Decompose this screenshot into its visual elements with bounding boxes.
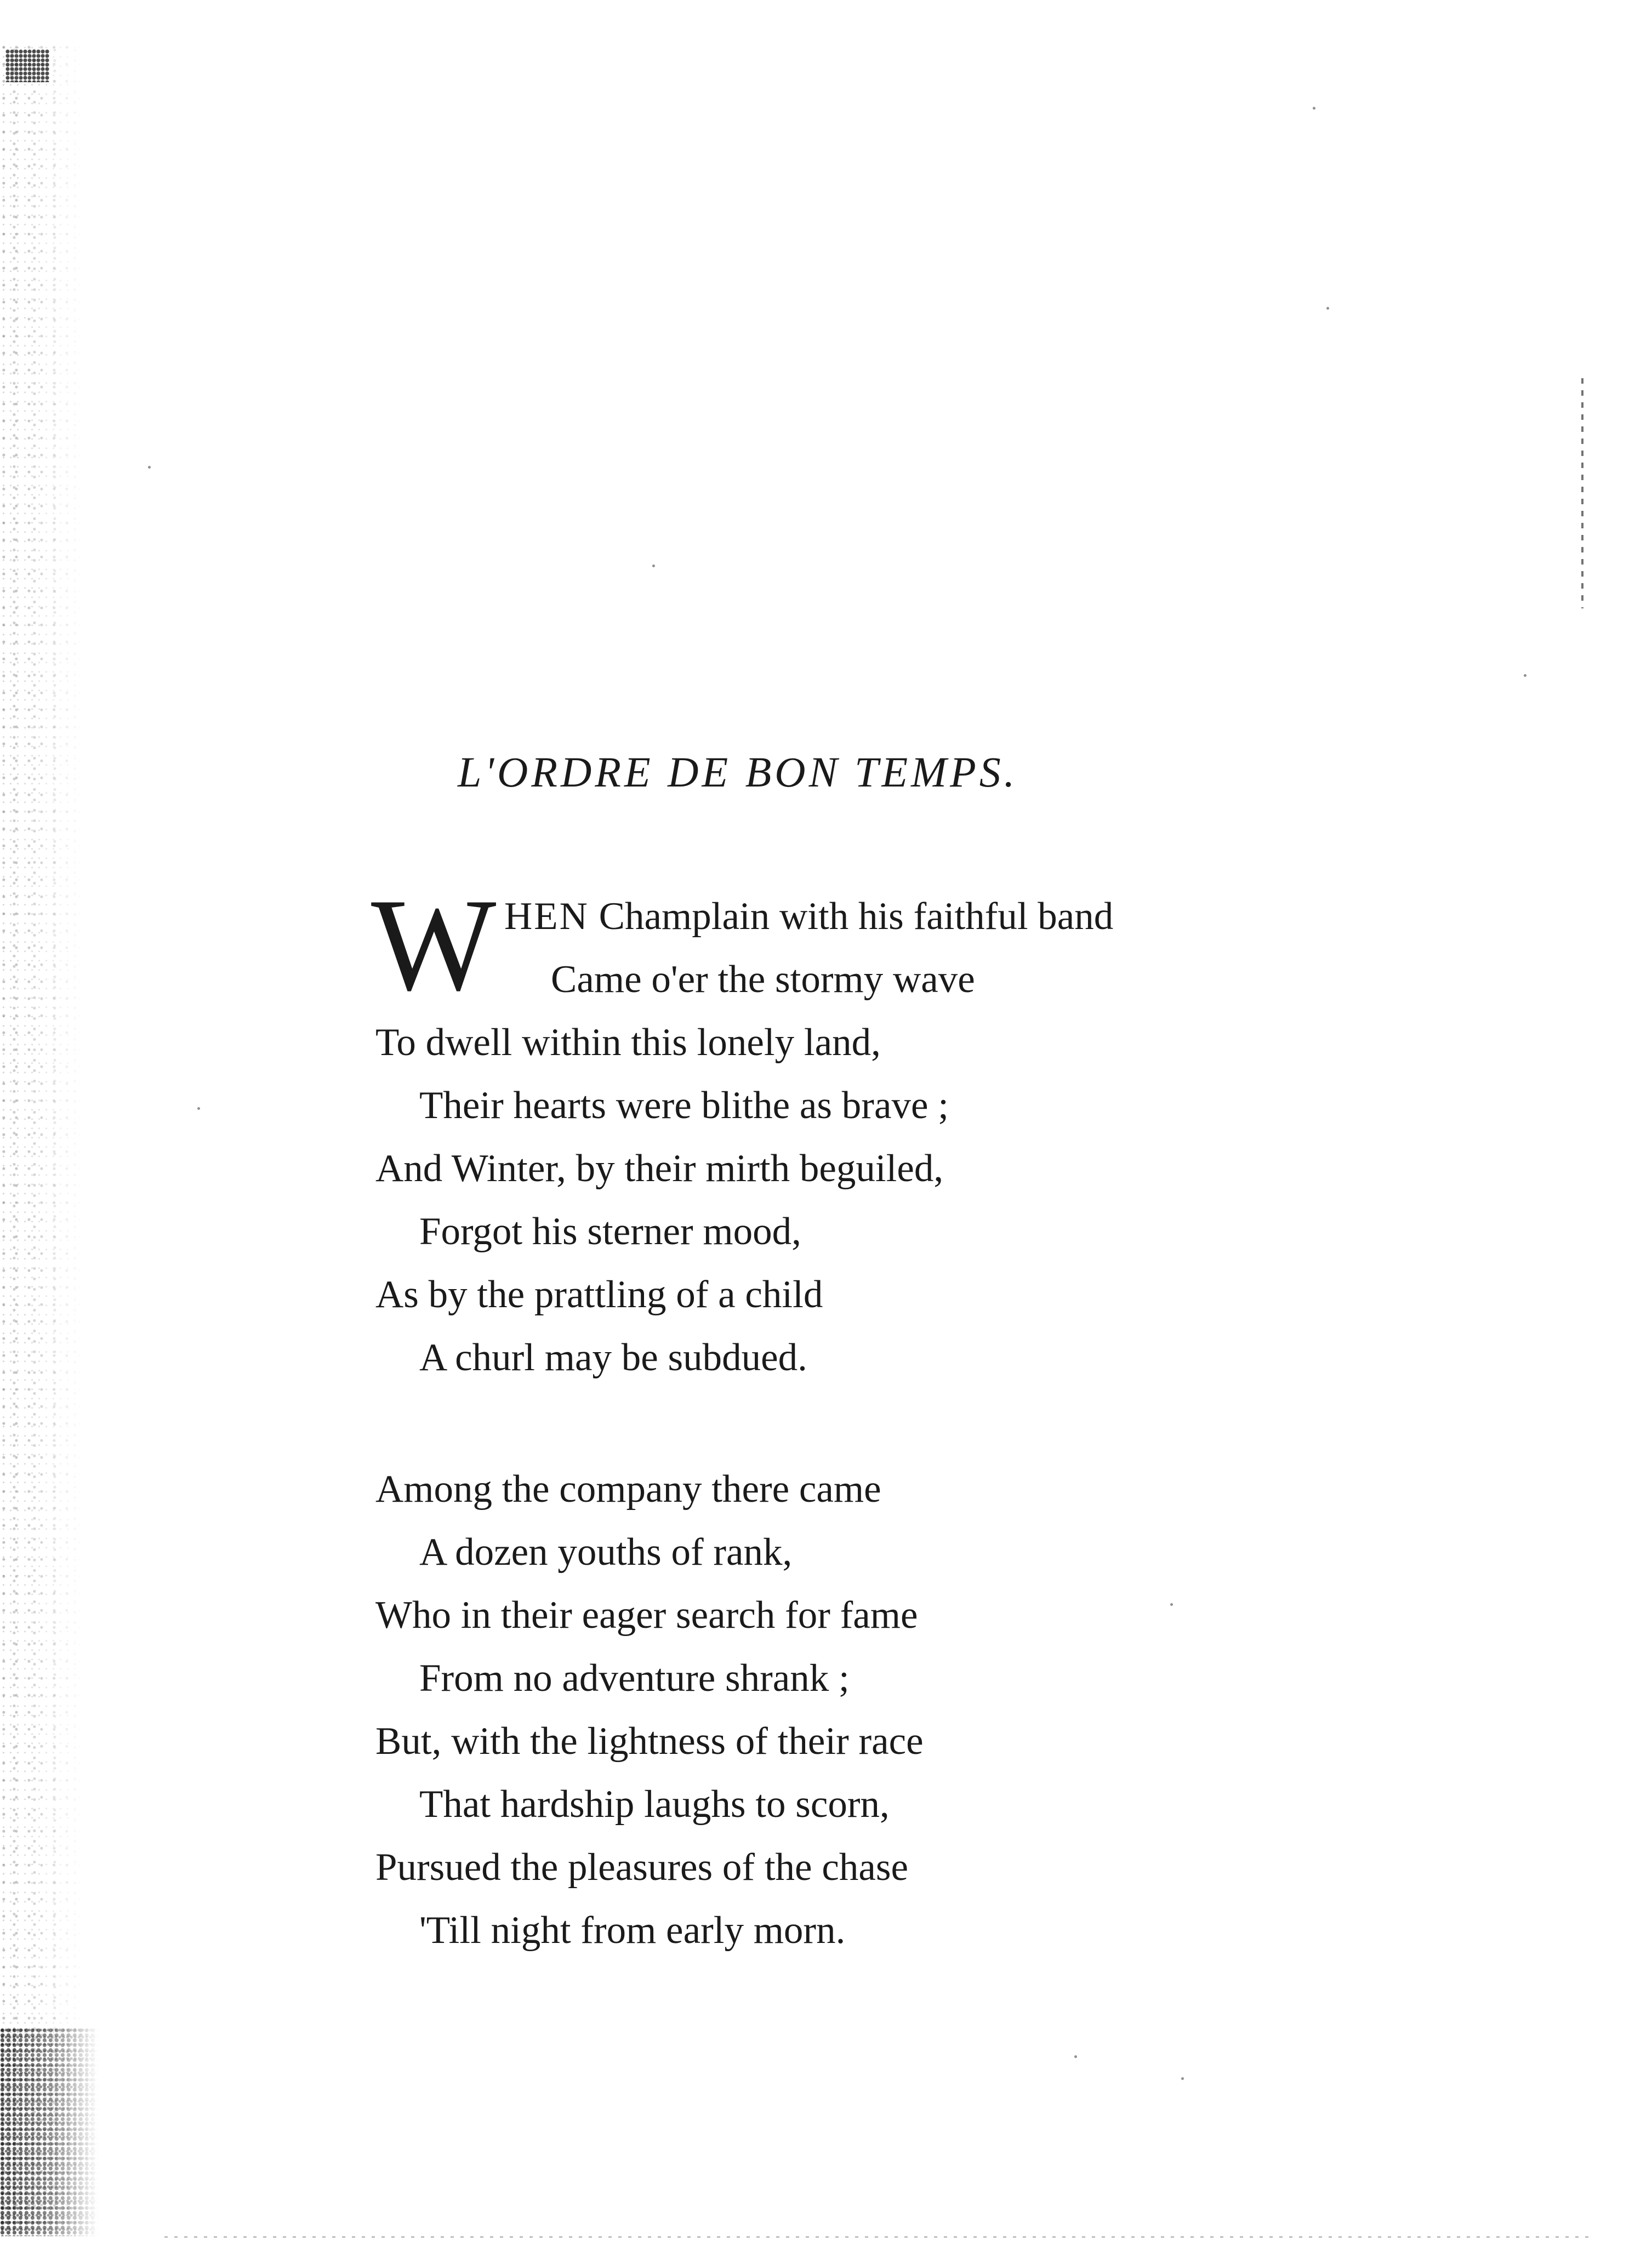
poem-title: L'ORDRE DE BON TEMPS.	[458, 748, 1018, 796]
poem-line: That hardship laughs to scorn,	[419, 1783, 890, 1826]
poem-line: Pursued the pleasures of the chase	[375, 1846, 908, 1889]
drop-cap: W	[371, 871, 497, 1018]
poem-line: A dozen youths of rank,	[419, 1531, 793, 1574]
paper-speck	[1326, 307, 1329, 310]
poem-body	[371, 871, 1307, 1962]
poem-line: Forgot his sterner mood,	[419, 1210, 801, 1253]
poem-line: 'Till night from early morn.	[419, 1909, 846, 1952]
bottom-edge-mark	[164, 2236, 1590, 2238]
poem-line: Who in their eager search for fame	[375, 1594, 918, 1637]
poem-line: But, with the lightness of their race	[375, 1720, 924, 1763]
paper-speck	[1074, 2055, 1077, 2058]
stanza-separator	[375, 1389, 1307, 1458]
right-edge-mark	[1581, 378, 1583, 608]
binding-gutter-shadow	[0, 44, 82, 2214]
paper-speck	[652, 565, 655, 567]
binding-gutter-top-mark	[5, 49, 49, 82]
paper-speck	[1524, 674, 1526, 677]
poem-line: Their hearts were blithe as brave ;	[419, 1084, 949, 1127]
paper-speck	[1181, 2077, 1184, 2080]
paper-speck	[148, 466, 151, 469]
poem-line	[375, 885, 1307, 948]
poem-line: From no adventure shrank ;	[419, 1657, 850, 1700]
stanza-1	[371, 871, 1307, 1389]
stanza-2	[375, 1458, 1307, 1962]
poem-line: To dwell within this lonely land,	[375, 1021, 881, 1064]
first-word-small-caps: HEN	[504, 895, 589, 938]
poem-line: A churl may be subdued.	[419, 1336, 807, 1379]
first-line-text: Champlain with his faithful band	[589, 895, 1114, 938]
paper-speck	[1313, 107, 1315, 110]
poem-line: Came o'er the stormy wave	[551, 958, 975, 1001]
poem-line: Among the company there came	[375, 1468, 881, 1511]
binding-gutter-bottom-shadow	[0, 2028, 99, 2236]
poem-line: And Winter, by their mirth beguiled,	[375, 1147, 944, 1190]
poem-line: As by the prattling of a child	[375, 1273, 823, 1316]
paper-speck	[197, 1107, 200, 1110]
